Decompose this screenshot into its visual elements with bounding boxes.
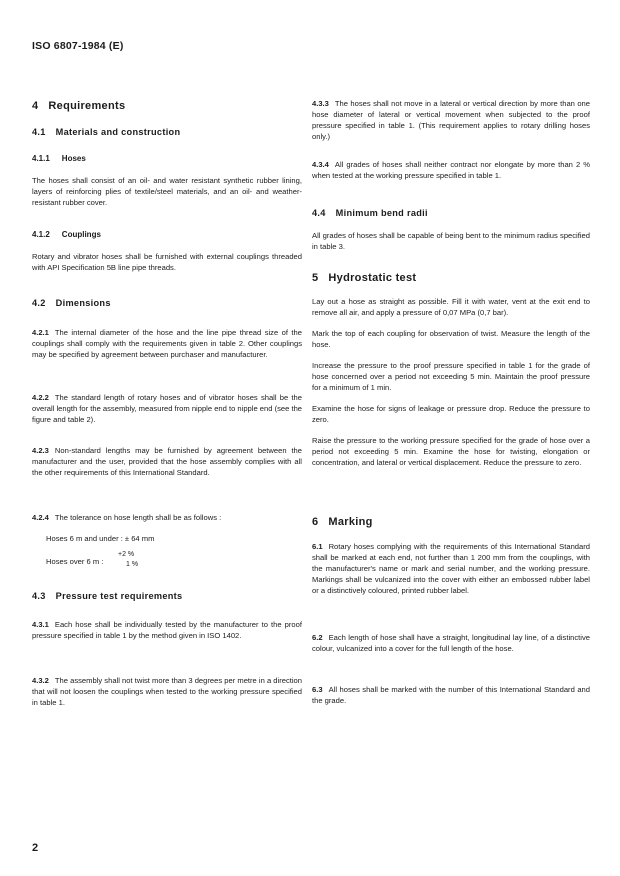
section-number: 4 bbox=[32, 100, 39, 112]
paragraph: Increase the pressure to the proof pressure specified in table 1 for the grade of hose concerned over a period not exceeding 5 min. Maintain the proof pressure for a minimum of 1 min. bbox=[312, 361, 590, 392]
section-number: 4.1 bbox=[32, 127, 46, 137]
section-number: 4.3.2 bbox=[32, 676, 49, 685]
section-number: 6.2 bbox=[312, 633, 323, 642]
section-4-3-4 bbox=[312, 159, 590, 181]
section-title: Materials and construction bbox=[55, 127, 181, 137]
section-4-2-2 bbox=[32, 392, 302, 425]
section-4-2-3 bbox=[32, 445, 302, 478]
paragraph: The tolerance on hose length shall be as follows : bbox=[54, 513, 222, 522]
paragraph: All grades of hoses shall neither contract nor elongate by more than 2 % when tested at the working pressure specified in table 1. bbox=[312, 160, 590, 180]
section-number: 4.4 bbox=[312, 208, 326, 218]
paragraph: Lay out a hose as straight as possible. Fill it with water, vent at the exit end to remove all air, and apply a pressure of 0,07 MPa (0,7 bar). bbox=[312, 297, 590, 317]
section-title: Hoses bbox=[61, 154, 86, 163]
section-number: 4.2 bbox=[32, 298, 46, 308]
paragraph: The standard length of rotary hoses and of vibrator hoses shall be the overall length for the assembly, measured from nipple end to nipple end (see the figure and table 2). bbox=[32, 393, 303, 424]
section-number: 5 bbox=[312, 272, 319, 284]
section-number: 4.1.1 bbox=[32, 154, 50, 163]
tolerance-minus: 1 % bbox=[126, 561, 139, 568]
paragraph: Rotary and vibrator hoses shall be furnished with external couplings threaded with API Specification 5B line pipe threads. bbox=[32, 252, 302, 272]
section-4-2-heading bbox=[32, 298, 302, 308]
section-title: Hydrostatic test bbox=[328, 272, 417, 284]
section-title: Dimensions bbox=[55, 298, 111, 308]
paragraph: The assembly shall not twist more than 3 degrees per metre in a direction that will not loosen the couplings when tested to the working pressure specified in table 1. bbox=[32, 676, 302, 707]
paragraph: Each length of hose shall have a straight, longitudinal lay line, of a distinctive colour, vulcanized into a cover for the full length of the hose. bbox=[312, 633, 590, 653]
section-title: Pressure test requirements bbox=[55, 591, 183, 601]
section-number: 6.1 bbox=[312, 542, 323, 551]
section-number: 4.3.4 bbox=[312, 160, 329, 169]
section-4-2-4 bbox=[32, 512, 302, 523]
section-6-heading bbox=[312, 516, 590, 528]
section-4-3-heading bbox=[32, 591, 302, 601]
section-number: 4.2.2 bbox=[32, 393, 49, 402]
section-number: 4.2.1 bbox=[32, 328, 49, 337]
right-column bbox=[312, 88, 590, 728]
section-title: Marking bbox=[328, 516, 373, 528]
tolerance-line-1: Hoses 6 m and under : ± 64 mm bbox=[46, 534, 155, 543]
paragraph: Raise the pressure to the working pressure specified for the grade of hose over a period not exceeding 5 min. Examine the hose for twisting, elongation or concentration, and lateral or vertical displacement. Reduce the pressure to zero. bbox=[312, 436, 590, 467]
section-6-1 bbox=[312, 541, 590, 596]
section-4-1-2 bbox=[32, 230, 302, 273]
left-column bbox=[32, 88, 302, 728]
section-number: 4.3.1 bbox=[32, 620, 49, 629]
section-4-4 bbox=[312, 208, 590, 252]
section-6-2 bbox=[312, 632, 590, 654]
section-5 bbox=[312, 272, 590, 468]
section-number: 6 bbox=[312, 516, 319, 528]
page-number: 2 bbox=[32, 842, 39, 854]
paragraph: All grades of hoses shall be capable of being bent to the minimum radius specified in table 3. bbox=[312, 231, 590, 251]
section-4-1-heading bbox=[32, 127, 302, 137]
paragraph: Each hose shall be individually tested by the manufacturer to the proof pressure specified in table 1 by the method given in ISO 1402. bbox=[32, 620, 302, 640]
section-number: 6.3 bbox=[312, 685, 323, 694]
tolerance-line-2-label: Hoses over 6 m : bbox=[46, 557, 104, 566]
paragraph: The hoses shall not move in a lateral or vertical direction by more than one hose diameter of lateral or vertical movement when subjected to the proof pressure specified in table 1. (This requirement applies to rotary drilling hoses only.) bbox=[312, 99, 590, 141]
paragraph: The hoses shall consist of an oil- and water resistant synthetic rubber lining, layers of reinforcing plies of textile/steel materials, and an oil- and weather-resistant rubber cover. bbox=[32, 176, 302, 207]
paragraph: Mark the top of each coupling for observation of twist. Measure the length of the hose. bbox=[312, 329, 590, 349]
paragraph: The internal diameter of the hose and the line pipe thread size of the couplings shall comply with the requirements given in table 2. Other couplings may be specified by agreement between purchaser and manufacturer. bbox=[32, 328, 302, 359]
section-4-2-1 bbox=[32, 327, 302, 360]
section-number: 4.3 bbox=[32, 591, 46, 601]
section-6-3 bbox=[312, 684, 590, 706]
section-title: Minimum bend radii bbox=[335, 208, 428, 218]
section-number: 4.1.2 bbox=[32, 230, 50, 239]
paragraph: Non-standard lengths may be furnished by agreement between the manufacturer and the user, provided that the hose assembly complies with all the other requirements of this International Standard. bbox=[32, 446, 302, 477]
section-number: 4.2.4 bbox=[32, 513, 49, 522]
section-title: Couplings bbox=[61, 230, 101, 239]
section-title: Requirements bbox=[48, 100, 126, 112]
paragraph: All hoses shall be marked with the number of this International Standard and the grade. bbox=[312, 685, 590, 705]
paragraph: Rotary hoses complying with the requirements of this International Standard shall be marked at each end, not further than 1 200 mm from the couplings, with the manufacturer's name or mark and serial number, and the working pressure. Markings shall be vulcanized into the cover with either an embossed rubber label or a distinctively coloured, printed rubber label. bbox=[312, 542, 590, 595]
section-4-3-3 bbox=[312, 98, 590, 142]
section-4-3-2 bbox=[32, 675, 302, 708]
section-4-heading bbox=[32, 100, 302, 112]
paragraph: Examine the hose for signs of leakage or pressure drop. Reduce the pressure to zero. bbox=[312, 404, 590, 424]
section-number: 4.2.3 bbox=[32, 446, 49, 455]
section-number: 4.3.3 bbox=[312, 99, 329, 108]
section-4-3-1 bbox=[32, 619, 302, 641]
document-header: ISO 6807-1984 (E) bbox=[32, 40, 124, 52]
tolerance-plus: +2 % bbox=[118, 551, 135, 558]
section-4-1-1 bbox=[32, 154, 302, 208]
